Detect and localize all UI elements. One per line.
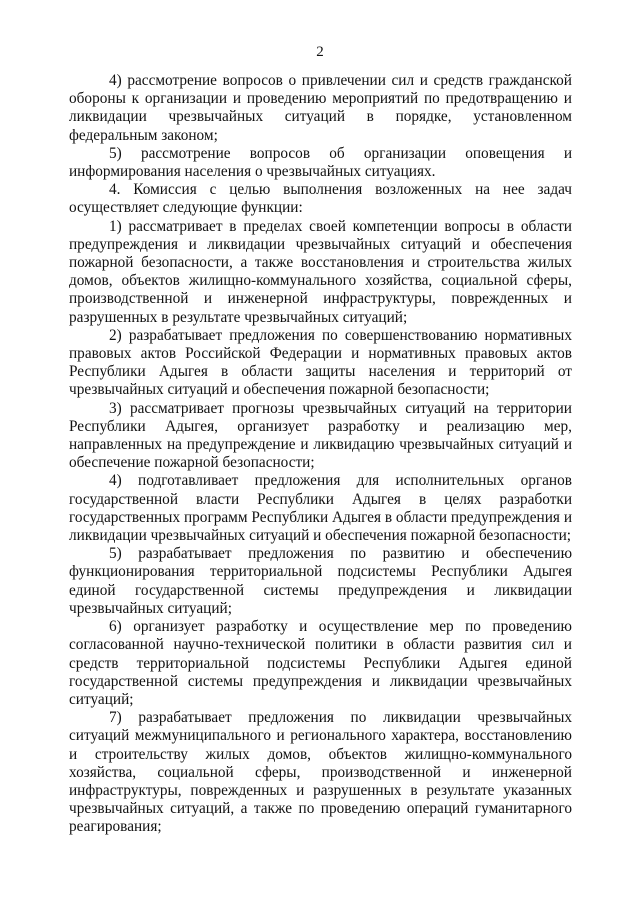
- paragraph-function-3: 3) рассматривает прогнозы чрезвычайных ситуаций на территории Республики Адыгея, организует разработку и реализацию мер, направленных на предупреждение и ликвидацию чрезвычайных ситуаций и обеспечение пожарной безопасности;: [69, 399, 572, 472]
- document-body: [69, 72, 572, 837]
- paragraph-item-4-civil-defense: 4) рассмотрение вопросов о привлечении сил и средств гражданской обороны к организации и проведению мероприятий по предотвращению и ликвидации чрезвычайных ситуаций в порядке, установленном федеральным законом;: [69, 72, 572, 144]
- paragraph-item-5-notification: 5) рассмотрение вопросов об организации оповещения и информирования населения о чрезвычайных ситуациях.: [69, 144, 572, 181]
- paragraph-function-2: 2) разрабатывает предложения по совершенствованию нормативных правовых актов Российской Федерации и нормативных правовых актов Республики Адыгея в области защиты населения и территорий от чрезвычайных ситуаций и обеспечения пожарной безопасности;: [69, 326, 572, 399]
- paragraph-function-4: 4) подготавливает предложения для исполнительных органов государственной власти Республики Адыгея в целях разработки государственных программ Республики Адыгея в области предупреждения и ликвидации чрезвычайных ситуаций и обеспечения пожарной безопасности;: [69, 472, 572, 545]
- paragraph-function-1: 1) рассматривает в пределах своей компетенции вопросы в области предупреждения и ликвидации чрезвычайных ситуаций и обеспечения пожарной безопасности, а также восстановления и строительства жилых домов, объектов жилищно-коммунального хозяйства, социальной сферы, производственной и инженерной инфраструктуры, поврежденных и разрушенных в результате чрезвычайных ситуаций;: [69, 217, 572, 326]
- paragraph-function-5: 5) разрабатывает предложения по развитию и обеспечению функционирования территориальной подсистемы Республики Адыгея единой государственной системы предупреждения и ликвидации чрезвычайных ситуаций;: [69, 545, 572, 617]
- paragraph-function-6: 6) организует разработку и осуществление мер по проведению согласованной научно-технической политики в области развития сил и средств территориальной подсистемы Республики Адыгея единой государственной системы предупреждения и ликвидации чрезвычайных ситуаций;: [69, 618, 572, 708]
- page-number: 2: [316, 44, 324, 60]
- paragraph-function-7: 7) разрабатывает предложения по ликвидации чрезвычайных ситуаций межмуниципального и регионального характера, восстановлению и строительству жилых домов, объектов жилищно-коммунального хозяйства, социальной сферы, производственной и инженерной инфраструктуры, поврежденных и разрушенных в результате указанных чрезвычайных ситуаций, а также по проведению операций гуманитарного реагирования;: [69, 709, 572, 836]
- paragraph-section-4-functions: 4. Комиссия с целью выполнения возложенных на нее задач осуществляет следующие функции:: [69, 181, 572, 217]
